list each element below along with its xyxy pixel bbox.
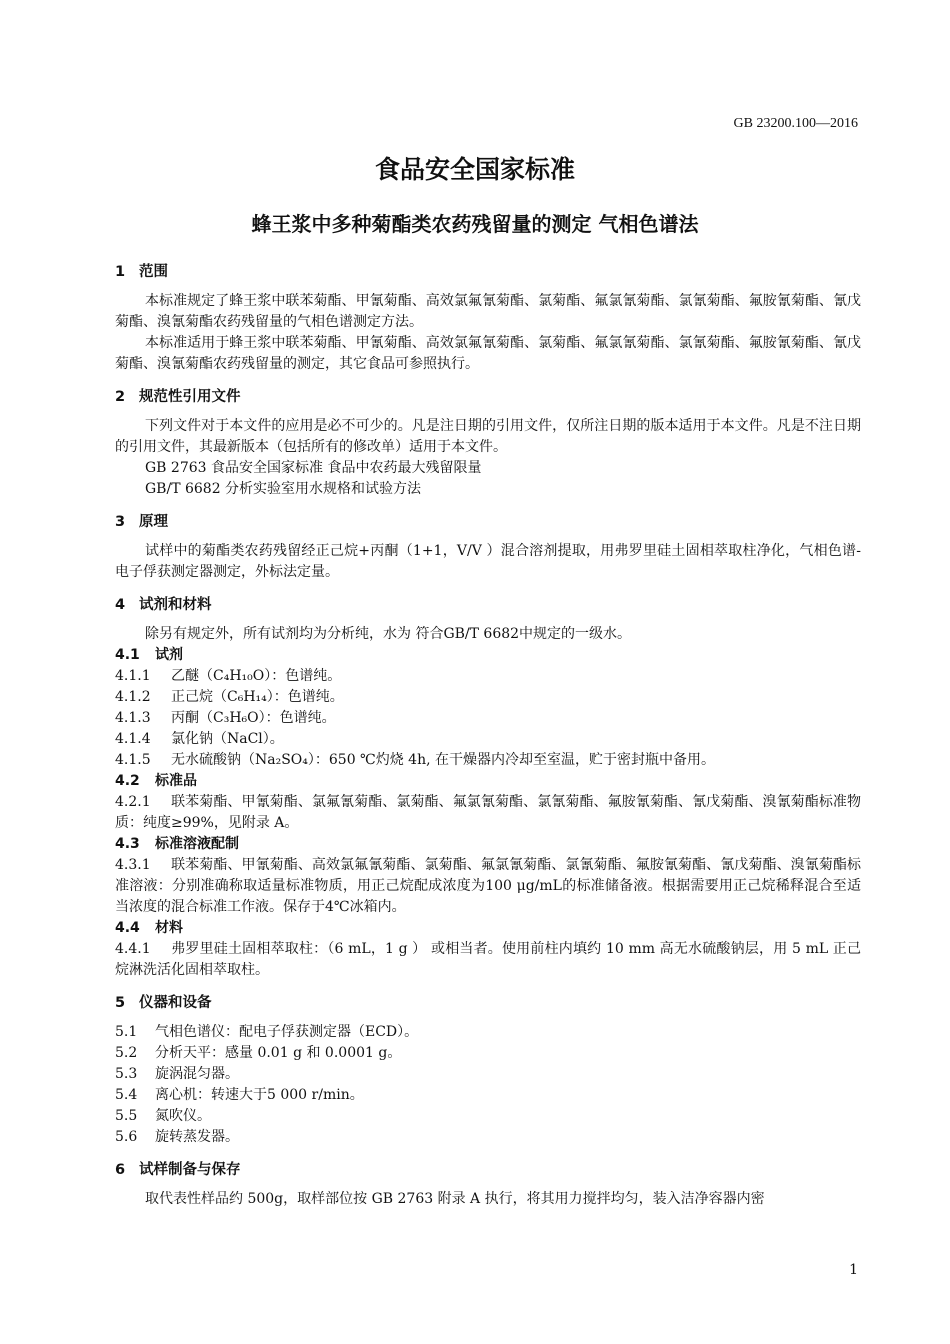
- paragraph: 本标准规定了蜂王浆中联苯菊酯、甲氰菊酯、高效氯氟氰菊酯、氯菊酯、氟氯氰菊酯、氯氰菊酯、氟胺氰菊酯、氰戊菊酯、溴氰菊酯农药残留量的气相色谱测定方法。: [115, 293, 861, 330]
- subsection-title: 试剂: [155, 647, 183, 663]
- item-text: 联苯菊酯、甲氰菊酯、氯氟氰菊酯、氯菊酯、氟氯氰菊酯、氯氰菊酯、氟胺氰菊酯、氰戊菊酯、溴氰菊酯标准物质：纯度≥99%，见附录 A。: [115, 794, 861, 831]
- standard-number: GB 23200.100—2016: [733, 116, 858, 131]
- item-number: 5.1: [115, 1024, 138, 1040]
- item-number: 4.1.4: [115, 731, 151, 747]
- item-text: 正己烷（C₆H₁₄）：色谱纯。: [171, 689, 344, 705]
- section-title: 规范性引用文件: [139, 389, 241, 405]
- item-number: 4.3.1: [115, 857, 151, 873]
- item-text: 无水硫酸钠（Na₂SO₄）：650 ℃灼烧 4h, 在干燥器内冷却至室温，贮于密封瓶中备用。: [171, 752, 715, 768]
- item-number: 4.1.2: [115, 689, 151, 705]
- list-item: [115, 1085, 861, 1106]
- paragraph: 试样中的菊酯类农药残留经正己烷+丙酮（1+1，V/V ）混合溶剂提取，用弗罗里硅土固相萃取柱净化，气相色谱-电子俘获测定器测定，外标法定量。: [115, 543, 861, 580]
- list-item: [115, 1022, 861, 1043]
- item-text: 分析天平：感量 0.01 g 和 0.0001 g。: [155, 1045, 402, 1061]
- section-heading-equipment: [115, 993, 861, 1014]
- section-title: 试剂和材料: [139, 597, 212, 613]
- item-number: 4.1.1: [115, 668, 151, 684]
- section-number: 5: [115, 995, 126, 1011]
- subsection-heading-standards: [115, 771, 861, 792]
- item-number: 5.2: [115, 1045, 138, 1061]
- reference-item: GB/T 6682 分析实验室用水规格和试验方法: [145, 481, 422, 497]
- list-item: [115, 855, 861, 918]
- reference-item: GB 2763 食品安全国家标准 食品中农药最大残留限量: [145, 460, 482, 476]
- item-number: 4.1.5: [115, 752, 151, 768]
- section-heading-sample-prep: [115, 1160, 861, 1181]
- list-item: [115, 1043, 861, 1064]
- subsection-title: 标准品: [155, 773, 197, 789]
- list-item: [115, 939, 861, 981]
- item-number: 5.5: [115, 1108, 138, 1124]
- item-number: 5.6: [115, 1129, 138, 1145]
- list-item: [115, 1127, 861, 1148]
- subsection-heading-solutions: [115, 834, 861, 855]
- list-item: [115, 792, 861, 834]
- section-number: 3: [115, 514, 126, 530]
- item-text: 弗罗里硅土固相萃取柱：（6 mL，1 g ） 或相当者。使用前柱内填约 10 mm 高无水硫酸钠层，用 5 mL 正己烷淋洗活化固相萃取柱。: [115, 941, 861, 978]
- item-number: 4.4.1: [115, 941, 151, 957]
- subsection-heading-reagents: [115, 645, 861, 666]
- subsection-number: 4.2: [115, 773, 140, 789]
- subsection-title: 材料: [155, 920, 183, 936]
- list-item: [115, 708, 861, 729]
- section-heading-references: [115, 387, 861, 408]
- section-number: 1: [115, 264, 126, 280]
- section-heading-scope: [115, 262, 861, 283]
- item-text: 联苯菊酯、甲氰菊酯、高效氯氟氰菊酯、氯菊酯、氟氯氰菊酯、氯氰菊酯、氟胺氰菊酯、氰戊菊酯、溴氰菊酯标准溶液：分别准确称取适量标准物质，用正己烷配成浓度为100 μg/mL的标准储备液。根据需要用正己烷稀释混合至适当浓度的混合标准工作液。保存于4℃冰箱内。: [115, 857, 861, 915]
- paragraph: 取代表性样品约 500g，取样部位按 GB 2763 附录 A 执行，将其用力搅拌均匀，装入洁净容器内密: [145, 1191, 765, 1207]
- section-heading-reagents: [115, 595, 861, 616]
- item-text: 丙酮（C₃H₆O）：色谱纯。: [171, 710, 336, 726]
- section-title: 仪器和设备: [139, 995, 212, 1011]
- section-title: 原理: [139, 514, 168, 530]
- list-item: [115, 687, 861, 708]
- item-number: 5.3: [115, 1066, 138, 1082]
- list-item: [115, 666, 861, 687]
- subsection-number: 4.3: [115, 836, 140, 852]
- list-item: [115, 1106, 861, 1127]
- section-title: 范围: [139, 264, 168, 280]
- document-title: 食品安全国家标准: [374, 155, 575, 184]
- document-body: [115, 262, 861, 1210]
- document-subtitle: 蜂王浆中多种菊酯类农药残留量的测定 气相色谱法: [251, 212, 699, 236]
- section-number: 2: [115, 389, 126, 405]
- section-number: 4: [115, 597, 126, 613]
- section-title: 试样制备与保存: [139, 1162, 241, 1178]
- item-number: 4.1.3: [115, 710, 151, 726]
- list-item: [115, 729, 861, 750]
- item-text: 离心机：转速大于5 000 r/min。: [155, 1087, 364, 1103]
- subsection-number: 4.4: [115, 920, 140, 936]
- subsection-title: 标准溶液配制: [155, 836, 239, 852]
- paragraph: 除另有规定外，所有试剂均为分析纯，水为 符合GB/T 6682中规定的一级水。: [145, 626, 632, 642]
- paragraph: 下列文件对于本文件的应用是必不可少的。凡是注日期的引用文件，仅所注日期的版本适用于本文件。凡是不注日期的引用文件，其最新版本（包括所有的修改单）适用于本文件。: [115, 418, 861, 455]
- item-text: 旋转蒸发器。: [155, 1129, 239, 1145]
- section-heading-principle: [115, 512, 861, 533]
- item-text: 氯化钠（NaCl）。: [171, 731, 284, 747]
- item-text: 气相色谱仪：配电子俘获测定器（ECD）。: [155, 1024, 419, 1040]
- subsection-heading-materials: [115, 918, 861, 939]
- list-item: [115, 1064, 861, 1085]
- item-text: 旋涡混匀器。: [155, 1066, 239, 1082]
- item-text: 氮吹仪。: [155, 1108, 211, 1124]
- item-number: 4.2.1: [115, 794, 151, 810]
- paragraph: 本标准适用于蜂王浆中联苯菊酯、甲氰菊酯、高效氯氟氰菊酯、氯菊酯、氟氯氰菊酯、氯氰菊酯、氟胺氰菊酯、氰戊菊酯、溴氰菊酯农药残留量的测定，其它食品可参照执行。: [115, 335, 861, 372]
- section-number: 6: [115, 1162, 126, 1178]
- page-number: 1: [849, 1262, 858, 1278]
- list-item: [115, 750, 861, 771]
- subsection-number: 4.1: [115, 647, 140, 663]
- item-number: 5.4: [115, 1087, 138, 1103]
- item-text: 乙醚（C₄H₁₀O）：色谱纯。: [171, 668, 342, 684]
